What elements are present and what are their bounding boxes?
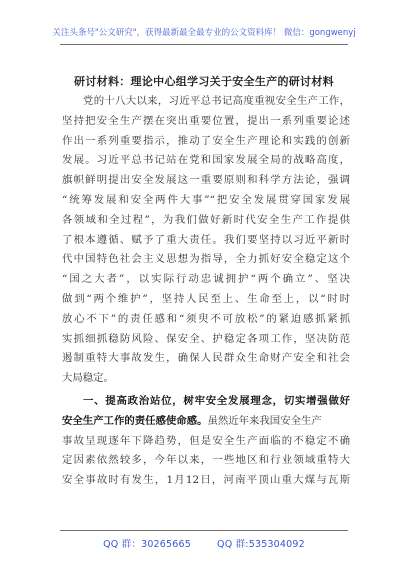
section-heading-line: 一、提高政治站位，树牢安全发展理念，切实增强做好 (83, 395, 350, 407)
text-line: 作出一系列重要指示，推动了安全生产理论和实践的创新 (62, 134, 350, 147)
text-line: 各领域和全过程”，为我们做好新时代安全生产工作提供 (62, 213, 350, 226)
text-line: 实抓细抓稳防风险、保安全、护稳定各项工作，坚决防范 (62, 332, 350, 345)
footer-divider (60, 530, 348, 531)
text-line: 发展。习近平总书记站在党和国家发展全局的战略高度， (62, 154, 350, 167)
text-line: 事故呈现逐年下降趋势，但是安全生产面临的不稳定不确 (62, 434, 350, 447)
text-fragment: 虽然近年来我国安全生产 (207, 414, 322, 427)
text-line: 做到“两个维护”，坚持人民至上、生命至上，以“时时 (62, 292, 350, 305)
text-line: 了根本遵循、赋予了重大责任。我们要坚持以习近平新时 (62, 233, 350, 246)
footer (0, 536, 408, 550)
text-line: 坚持把安全生产摆在突出重要位置，提出一系列重要论述 (62, 114, 350, 127)
text-line: 大局稳定。 (62, 372, 114, 385)
text-line: 安全事故时有发生，1月12日，河南平顶山重大煤与瓦斯 (62, 474, 350, 487)
text-line: 遏制重特大事故发生，确保人民群众生命财产安全和社会 (62, 352, 350, 365)
footer-qq-group-1: QQ 群：30265665 (103, 539, 192, 550)
text-line: 党的十八大以来，习近平总书记高度重视安全生产工作， (83, 95, 350, 107)
text-line: “统筹发展和安全两件大事”“把安全发展贯穿国家发展 (62, 193, 350, 206)
text-line: 定因素依然较多，今年以来，一些地区和行业领域重特大 (62, 454, 350, 467)
document-title: 研讨材料：理论中心组学习关于安全生产的研讨材料 (74, 75, 334, 88)
paragraph-section-one (62, 392, 350, 491)
text-line: “国之大者”，以实际行动忠诚拥护“两个确立”、坚决 (62, 273, 350, 286)
footer-qq-group-2: QQ 群:535304092 (217, 539, 305, 550)
text-line: 旗帜鲜明提出安全发展这一重要原则和科学方法论，强调 (62, 174, 350, 187)
text-line: 代中国特色社会主义思想为指导，全力抓好安全稳定这个 (62, 253, 350, 266)
section-heading-line: 安全生产工作的责任感使命感。 (62, 414, 208, 427)
header-divider (60, 44, 348, 45)
header-banner: 关注头条号"公文研究"，获得最新最全最专业的公文资料库！ 微信：gongwenyj (52, 28, 356, 38)
text-line (62, 412, 350, 432)
paragraph-intro (62, 92, 350, 389)
text-line: 放心不下”的责任感和“须臾不可放松”的紧迫感抓紧抓 (62, 312, 350, 325)
